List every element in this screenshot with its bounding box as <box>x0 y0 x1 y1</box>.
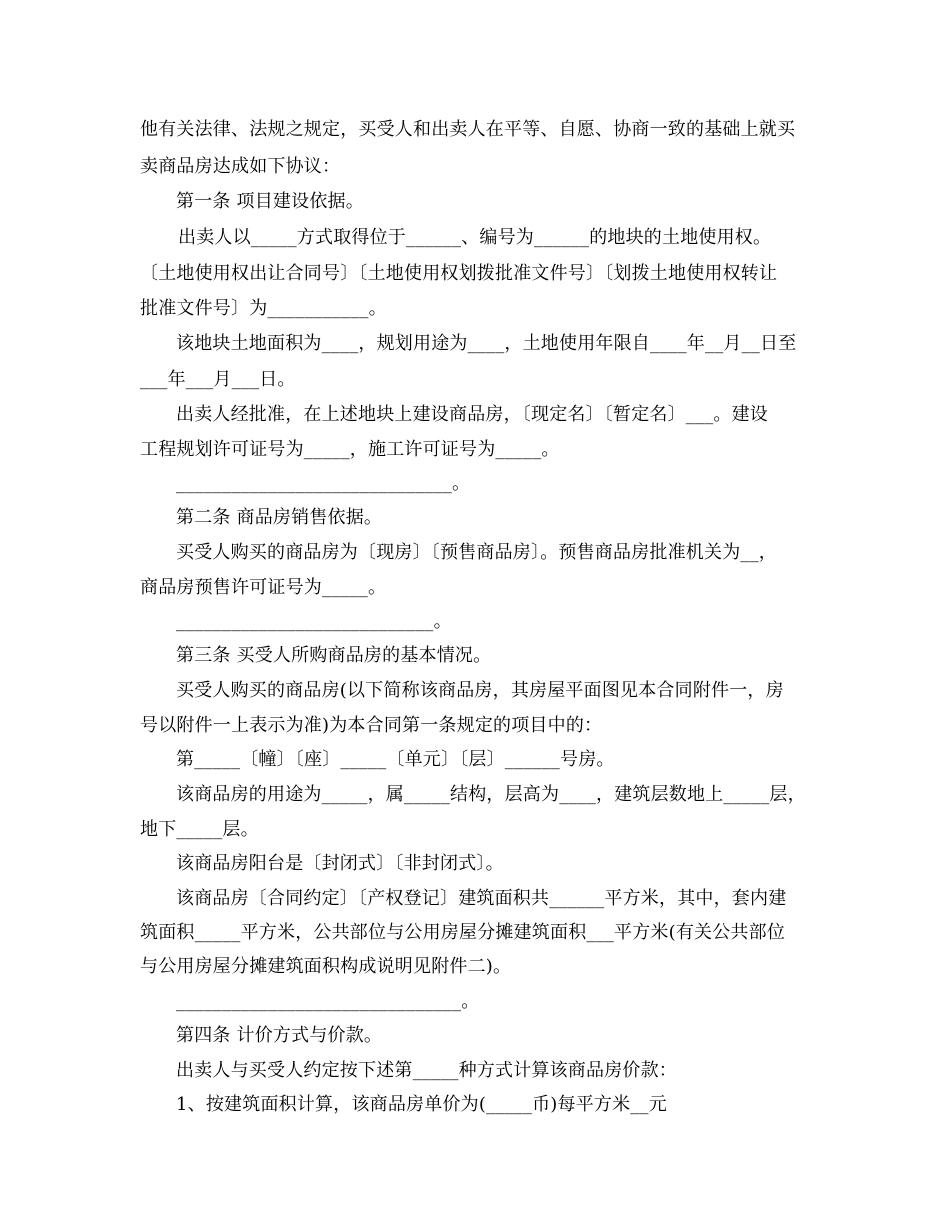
text-line: 〔土地使用权出让合同号〕〔土地使用权划拨批准文件号〕〔划拨土地使用权转让 <box>140 263 778 284</box>
article-3-heading: 第三条 买受人所购商品房的基本情况。 <box>176 645 492 666</box>
text-line: 商品房预售许可证号为_____。 <box>140 577 387 598</box>
article-4-heading: 第四条 计价方式与价款。 <box>176 1025 383 1046</box>
text-line: 出卖人以_____方式取得位于______、编号为______的地块的土地使用权。 <box>178 227 772 248</box>
text-line: 地下_____层。 <box>140 819 259 840</box>
blank-line: _______________________________。 <box>176 991 480 1012</box>
text-line: 出卖人经批准，在上述地块上建设商品房，〔现定名〕〔暂定名〕___。建设 <box>176 404 768 425</box>
blank-line: ____________________________。 <box>176 611 452 632</box>
text-line: 他有关法律、法规之规定，买受人和出卖人在平等、自愿、协商一致的基础上就买 <box>140 119 796 140</box>
text-line: 第_____〔幢〕〔座〕_____〔单元〕〔层〕______号房。 <box>176 749 615 770</box>
text-line: 该地块土地面积为____，规划用途为____，土地使用年限自____年__月__日至 <box>176 333 797 354</box>
text-line: 买受人购买的商品房为〔现房〕〔预售商品房〕。预售商品房批准机关为__， <box>176 542 777 563</box>
article-2-heading: 第二条 商品房销售依据。 <box>176 507 383 528</box>
text-line: 该商品房阳台是〔封闭式〕〔非封闭式〕。 <box>176 853 504 874</box>
text-line: 筑面积_____平方米，公共部位与公用房屋分摊建筑面积___平方米(有关公共部位 <box>140 922 786 943</box>
text-line: 出卖人与买受人约定按下述第_____种方式计算该商品房价款： <box>176 1060 677 1081</box>
article-1-heading: 第一条 项目建设依据。 <box>176 191 364 212</box>
blank-line: ______________________________。 <box>176 473 471 494</box>
text-line: 号以附件一上表示为准)为本合同第一条规定的项目中的： <box>140 715 603 736</box>
text-line: ___年___月___日。 <box>140 369 296 390</box>
text-line: 卖商品房达成如下协议： <box>140 156 341 177</box>
text-line: 与公用房屋分摊建筑面积构成说明见附件二)。 <box>140 956 512 977</box>
text-line: 该商品房的用途为_____，属_____结构，层高为____，建筑层数地上_____层， <box>176 784 806 805</box>
text-line: 该商品房〔合同约定〕〔产权登记〕建筑面积共______平方米，其中，套内建 <box>176 888 787 909</box>
text-line: 1、按建筑面积计算，该商品房单价为(_____币)每平方米__元 <box>176 1094 667 1115</box>
text-line: 批准文件号〕为___________。 <box>140 298 387 319</box>
text-line: 工程规划许可证号为_____，施工许可证号为_____。 <box>140 439 560 460</box>
text-line: 买受人购买的商品房(以下简称该商品房，其房屋平面图见本合同附件一，房 <box>176 680 784 701</box>
